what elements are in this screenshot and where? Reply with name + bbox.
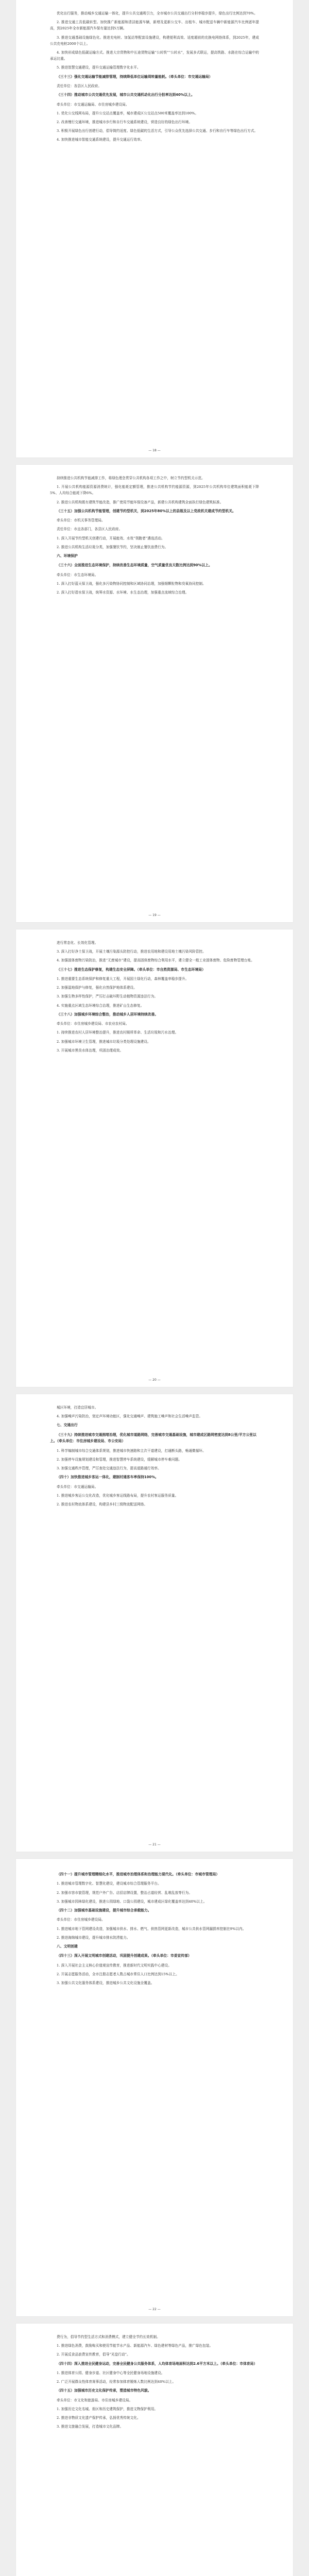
paragraph: 1. 推进城市管理数字化、智慧化建设，建设城市综合管理服务平台。 [57,1882,161,1886]
paragraph: 1. 持续推进农村人居环境整治提升，推进农村厕所革命、生活垃圾和污水治理。 [57,1030,179,1035]
paragraph: 责任单位：各县区人民政府。 [57,84,102,89]
paragraph: 4. 加快推进城市智能交通系统建设，提升交通运行效率。 [57,138,144,142]
section-heading: 八、文明创建 [57,1944,78,1949]
paragraph: 3. 推进文旅融合发展，打造城市文化品牌。 [57,2425,124,2429]
paragraph: 城区环境，打造宜居城市。 [57,1405,98,1410]
paragraph: 4. 加强固体废物污染防治，推进“无废城市”建设，提高固体废物综合利用水平，建立健全一般工业固体废物、危险废物管理台账。 [57,958,254,963]
document-page [16,465,293,922]
section-heading: （三十九）持续推进城市交通拥堵治理，优化城市道路网络，完善城市交通基础设施，城市建成区路网密度达到8公里/平方公里以上。（牵头单位：市住房城乡建设局、市公安局） [50,1432,256,1444]
section-heading: （三十六）全面推进生态环境保护，持续改善生态环境质量，空气质量优良天数比例达到90%以上。 [57,563,212,568]
paragraph: 1. 加强历史文化名城、街区和历史建筑保护，推进文物保护利用。 [57,2407,158,2412]
paragraph: 2. 推进非物质文化遗产保护传承，弘扬优秀传统文化。 [57,2416,141,2420]
paragraph: 牵头单位：市生态环境局。 [57,572,98,577]
paragraph: 1. 优化公交线网布局，提升公交站点覆盖率，城市建成区公交站点500米覆盖率达到100%。 [57,111,199,115]
paragraph: 3. 加强城市园林绿化建设，推进公园绿地、口袋公园建设，城市建成区绿化覆盖率达到40%以上。 [57,1899,207,1904]
paragraph: 2. 改善慢行交通环境，推进城市步行和自行车交通系统建设，营造良好的绿色出行环境。 [57,120,193,125]
paragraph: 4. 实施重点区域生态环境综合治理，推进矿山生态修复。 [57,1003,144,1008]
paragraph: 持续推进公共机构节能减排工作，将绿色理念贯穿公共机构各项工作之中，树立节约型机关示范。 [57,476,205,480]
paragraph: 2. 开展志愿服务活动，全市注册志愿者人数占城市常住人口比例达到15%以上。 [57,1972,179,1977]
section-heading: （四十）加快推进城乡客运一体化，建制村通客车率保持100%。 [57,1475,159,1480]
document-page [16,929,293,1387]
paragraph: 2. 推进公共机构既有建筑节能改造，推广使用节能环保设备产品，新建公共机构建筑全面执行绿色建筑标准。 [57,500,224,504]
paragraph: 3. 加强交通秩序管理，严厉查处交通违法行为，提高道路通行效率。 [57,1466,161,1471]
paragraph: 2. 加强停车设施规划建设和管理，推进智慧停车系统建设，缓解城市停车难问题。 [57,1457,182,1462]
paragraph: 1. 推进城乡客运公交化改造，优化城乡客运线路布局，提升农村客运服务质量。 [57,1493,179,1498]
document-page [16,2324,293,2576]
section-heading: 七、交通出行 [57,1423,78,1428]
paragraph: 2. 推进农村物流体系建设，构建县乡村三级物流配送网络。 [57,1502,148,1507]
document-page [16,0,293,457]
paragraph: 1. 科学编制城市综合交通体系规划，推进城市快速路和主次干道建设，打通断头路，畅通微循环。 [57,1448,206,1453]
page-number: — 20 — [148,1378,161,1382]
paragraph: 2. 推进海绵城市建设，提升城市排水防涝能力。 [57,1935,130,1940]
paragraph: 3. 深入打好净土保卫战，开展土壤污染源头防控行动，推进农用地和建设用地土壤污染风险管控。 [57,950,206,954]
section-heading: 六、环境保护 [57,554,78,558]
paragraph: 1. 推进体育公园、健身步道、社区健身中心等全民健身场地设施建设。 [57,2371,165,2376]
page-content [50,1404,259,1828]
paragraph: 2. 推进公共机构生活垃圾分类，加强餐饮节约，坚决制止餐饮浪费行为。 [57,545,168,549]
page-number: — 18 — [148,449,161,452]
paragraph: 牵头单位：市机关事务管理局。 [57,518,105,523]
section-heading: （四十五）加强城市历史文化保护传承，塑造城市特色风貌。 [57,2388,151,2393]
paragraph: 4. 加快形成绿色低碳运输方式。推进大宗货物和中长途货物运输“公转铁”“公转水”，发展多式联运，提高铁路、水路在综合运输中的承运比重。 [50,50,259,61]
page-content [50,1869,259,2293]
paragraph: 5. 推进智慧交通建设，提升交通运输管理数字化水平。 [57,65,141,70]
section-heading: （四十四）深入推进全民健身运动，完善全民健身公共服务体系，人均体育场地面积达到2.6平方米以上。（牵头单位：市体育局） [57,2361,258,2366]
page-number: — 19 — [148,913,161,917]
page-number: — 22 — [148,2308,161,2311]
section-heading: （四十三）深入开展文明城市创建活动，巩固提升创建成果。（牵头单位：市委宣传部） [57,1954,192,1958]
page-content [50,2334,259,2576]
paragraph: 4. 加强噪声污染防治，划定声环境功能区，强化交通噪声、建筑施工噪声和社会生活噪声监管。 [57,1414,203,1419]
section-heading: （三十四）推动城市公共交通优先发展，城市公共交通机动化出行分担率达到40%以上。 [57,93,195,97]
section-heading: （四十二）加强城市基础设施建设，提升城市综合承载能力。 [57,1908,151,1913]
paragraph: 1. 深入打好蓝天保卫战，强化多污染物协同控制和区域协同治理，加强细颗粒物和臭氧协同控制。 [57,582,206,586]
section-heading: （三十八）加强城乡环境综合整治，推动城乡人居环境持续改善。 [57,1012,159,1016]
paragraph: 1. 深入开展社会主义核心价值观宣传教育，推进新时代文明实践中心建设。 [57,1963,171,1968]
page-number: — 21 — [148,1843,161,1846]
paragraph: 2. 推进交通工具低碳转型。加快推广新能源和清洁能源车辆，新增及更新公交车、出租车、城市配送车辆中新能源汽车比例逐年提高，到2025年全市新能源汽车保有量达到5万辆。 [50,20,259,31]
paragraph: 3. 加强公共文化服务体系建设，推进城乡公共文化设施全覆盖。 [57,1981,154,1986]
paragraph: 1. 深入开展节约型机关创建行动，开展能效、水效“领跑者”遴选活动。 [57,536,165,540]
paragraph: 2. 加强市容市貌管理，规范户外广告、店招店牌设置，整治占道经营、乱堆乱放等行为。 [57,1890,193,1895]
paragraph: 2. 开展反食品浪费宣传教育，倡导“光盘行动”。 [57,2352,130,2357]
paragraph: 1. 推进城市地下管网建设改造，加强城市供水、排水、燃气、供热管网更新改造，城市公共供水管网漏损率控制在9%以内。 [57,1926,246,1931]
page-content [50,940,259,1363]
paragraph: 牵头单位：市住房城乡建设局。 [57,1918,105,1922]
paragraph: 1. 推进重要生态系统保护和修复重大工程，开展国土绿化行动，森林覆盖率稳步提升。 [57,977,189,981]
paragraph: 1. 推进绿色消费，鼓励购买和使用节能节水产品、新能源汽车、绿色建材等绿色产品，推广绿色包装。 [57,2344,213,2348]
paragraph: 优化出行服务，推动城乡交通运输一体化，提升公共交通吸引力，全市城市公共交通出行分担率稳步提升，绿色出行比例达到70%。 [57,11,258,15]
paragraph: 3. 开展城市黑臭水体治理，巩固治理成效。 [57,1048,124,1053]
page-content [50,10,259,434]
section-heading: （三十三）强化交通运输节能减排管理，持续降低单位运输周转量能耗。（牵头单位：市交通运输局） [57,74,213,79]
section-heading: （四十一）提升城市管理精细化水平，推进城市治理体系和治理能力现代化。（牵头单位：市城市管理局） [57,1872,220,1876]
paragraph: 牵头单位：市住房城乡建设局、市农业农村局。 [57,1022,129,1026]
paragraph: 费行为，倡导节约型生活方式和消费模式，建立健全节约长效机制。 [57,2335,160,2339]
paragraph: 进行常态化、长效化管理。 [57,941,98,945]
document-page [16,1859,293,2316]
paragraph: 3. 积极开展绿色出行创建行动，倡导简约适度、绿色低碳的生活方式，引导公众优先选择公共交通、步行和自行车等绿色出行方式。 [57,129,258,133]
paragraph: 责任单位：市直各部门，各县区人民政府。 [57,527,123,532]
paragraph: 3. 推进交通基础设施绿色化。推进充电桩、加氢站等配套设施建设，构建便利高效、适度超前的充换电网络体系，到2025年，建成公共充电桩2000个以上。 [50,35,259,46]
section-heading: （三十五）加强公共机构节能管理，创建节约型机关，到2025年80%以上的县级及以上党政机关建成节约型机关。 [57,509,236,513]
paragraph: 3. 加强生物多样性保护，严厉打击破坏野生动植物资源违法行为。 [57,994,158,999]
section-heading: （三十七）推进生态保护修复，构建生态安全屏障。（牵头单位：市自然资源局、市生态环境局） [57,967,205,972]
document-page [16,1394,293,1852]
paragraph: 牵头单位：市文化和旅游局、市住房城乡建设局。 [57,2398,133,2402]
page-content [50,475,259,899]
paragraph: 1. 开展公共机构能源资源消费统计，强化能耗定额管理，推进公共机构节约能源资源，到2025年公共机构单位建筑面积能耗下降5%、人均综合能耗下降6%。 [50,485,259,496]
paragraph: 牵头单位：市交通运输局、市住房城乡建设局。 [57,102,129,107]
paragraph: 2. 加强城市环境卫生管理，推进城市垃圾分类处理设施建设。 [57,1039,151,1044]
paragraph: 2. 深入打好碧水保卫战，统筹水资源、水环境、水生态治理，加强重点流域综合治理。 [57,590,189,595]
paragraph: 2. 加强湿地保护与修复，强化自然保护地体系建设。 [57,986,137,990]
paragraph: 牵头单位：市交通运输局。 [57,1484,98,1489]
paragraph: 2. 广泛开展群众性体育赛事活动，经常参加体育锻炼人数比例达到40%以上。 [57,2380,176,2384]
